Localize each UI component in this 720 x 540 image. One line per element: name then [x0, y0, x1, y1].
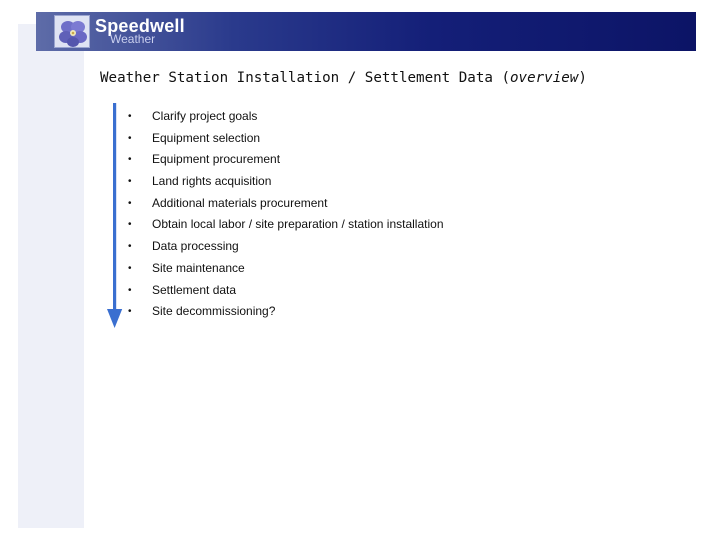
list-item-text: Site maintenance [152, 260, 245, 275]
bullet-dot: • [128, 197, 132, 209]
bullet-dot: • [128, 262, 132, 274]
bullet-dot: • [128, 284, 132, 296]
page-title [100, 69, 587, 87]
title-italic: overview [510, 70, 579, 86]
list-item-text: Site decommissioning? [152, 304, 276, 319]
list-item-text: Settlement data [152, 282, 237, 297]
title-close: ) [578, 70, 587, 86]
bullet-dot: • [128, 132, 132, 144]
bullet-dot: • [128, 219, 132, 231]
list-item-text: Obtain local labor / site preparation / station installation [152, 217, 444, 232]
bullet-dot: • [128, 111, 132, 122]
title-main: Weather Station Installation / Settlement Data ( [100, 70, 510, 86]
down-arrow-icon [107, 103, 123, 329]
flower-logo-icon [54, 15, 90, 48]
bullet-dot: • [128, 154, 132, 166]
bullet-dot: • [128, 176, 132, 188]
list-item-text: Data processing [152, 239, 239, 254]
list-item-text: Additional materials procurement [152, 195, 328, 210]
list-item-text: Equipment procurement [152, 152, 281, 167]
list-item-text: Clarify project goals [152, 109, 258, 123]
brand-subtitle: Weather [110, 32, 156, 46]
brand-name: Speedwell [95, 16, 185, 36]
bullet-dot: • [128, 306, 132, 318]
list-item-text: Land rights acquisition [152, 174, 272, 189]
list-item-text: Equipment selection [152, 130, 261, 145]
bullet-dot: • [128, 241, 132, 253]
left-margin-panel [18, 24, 84, 528]
